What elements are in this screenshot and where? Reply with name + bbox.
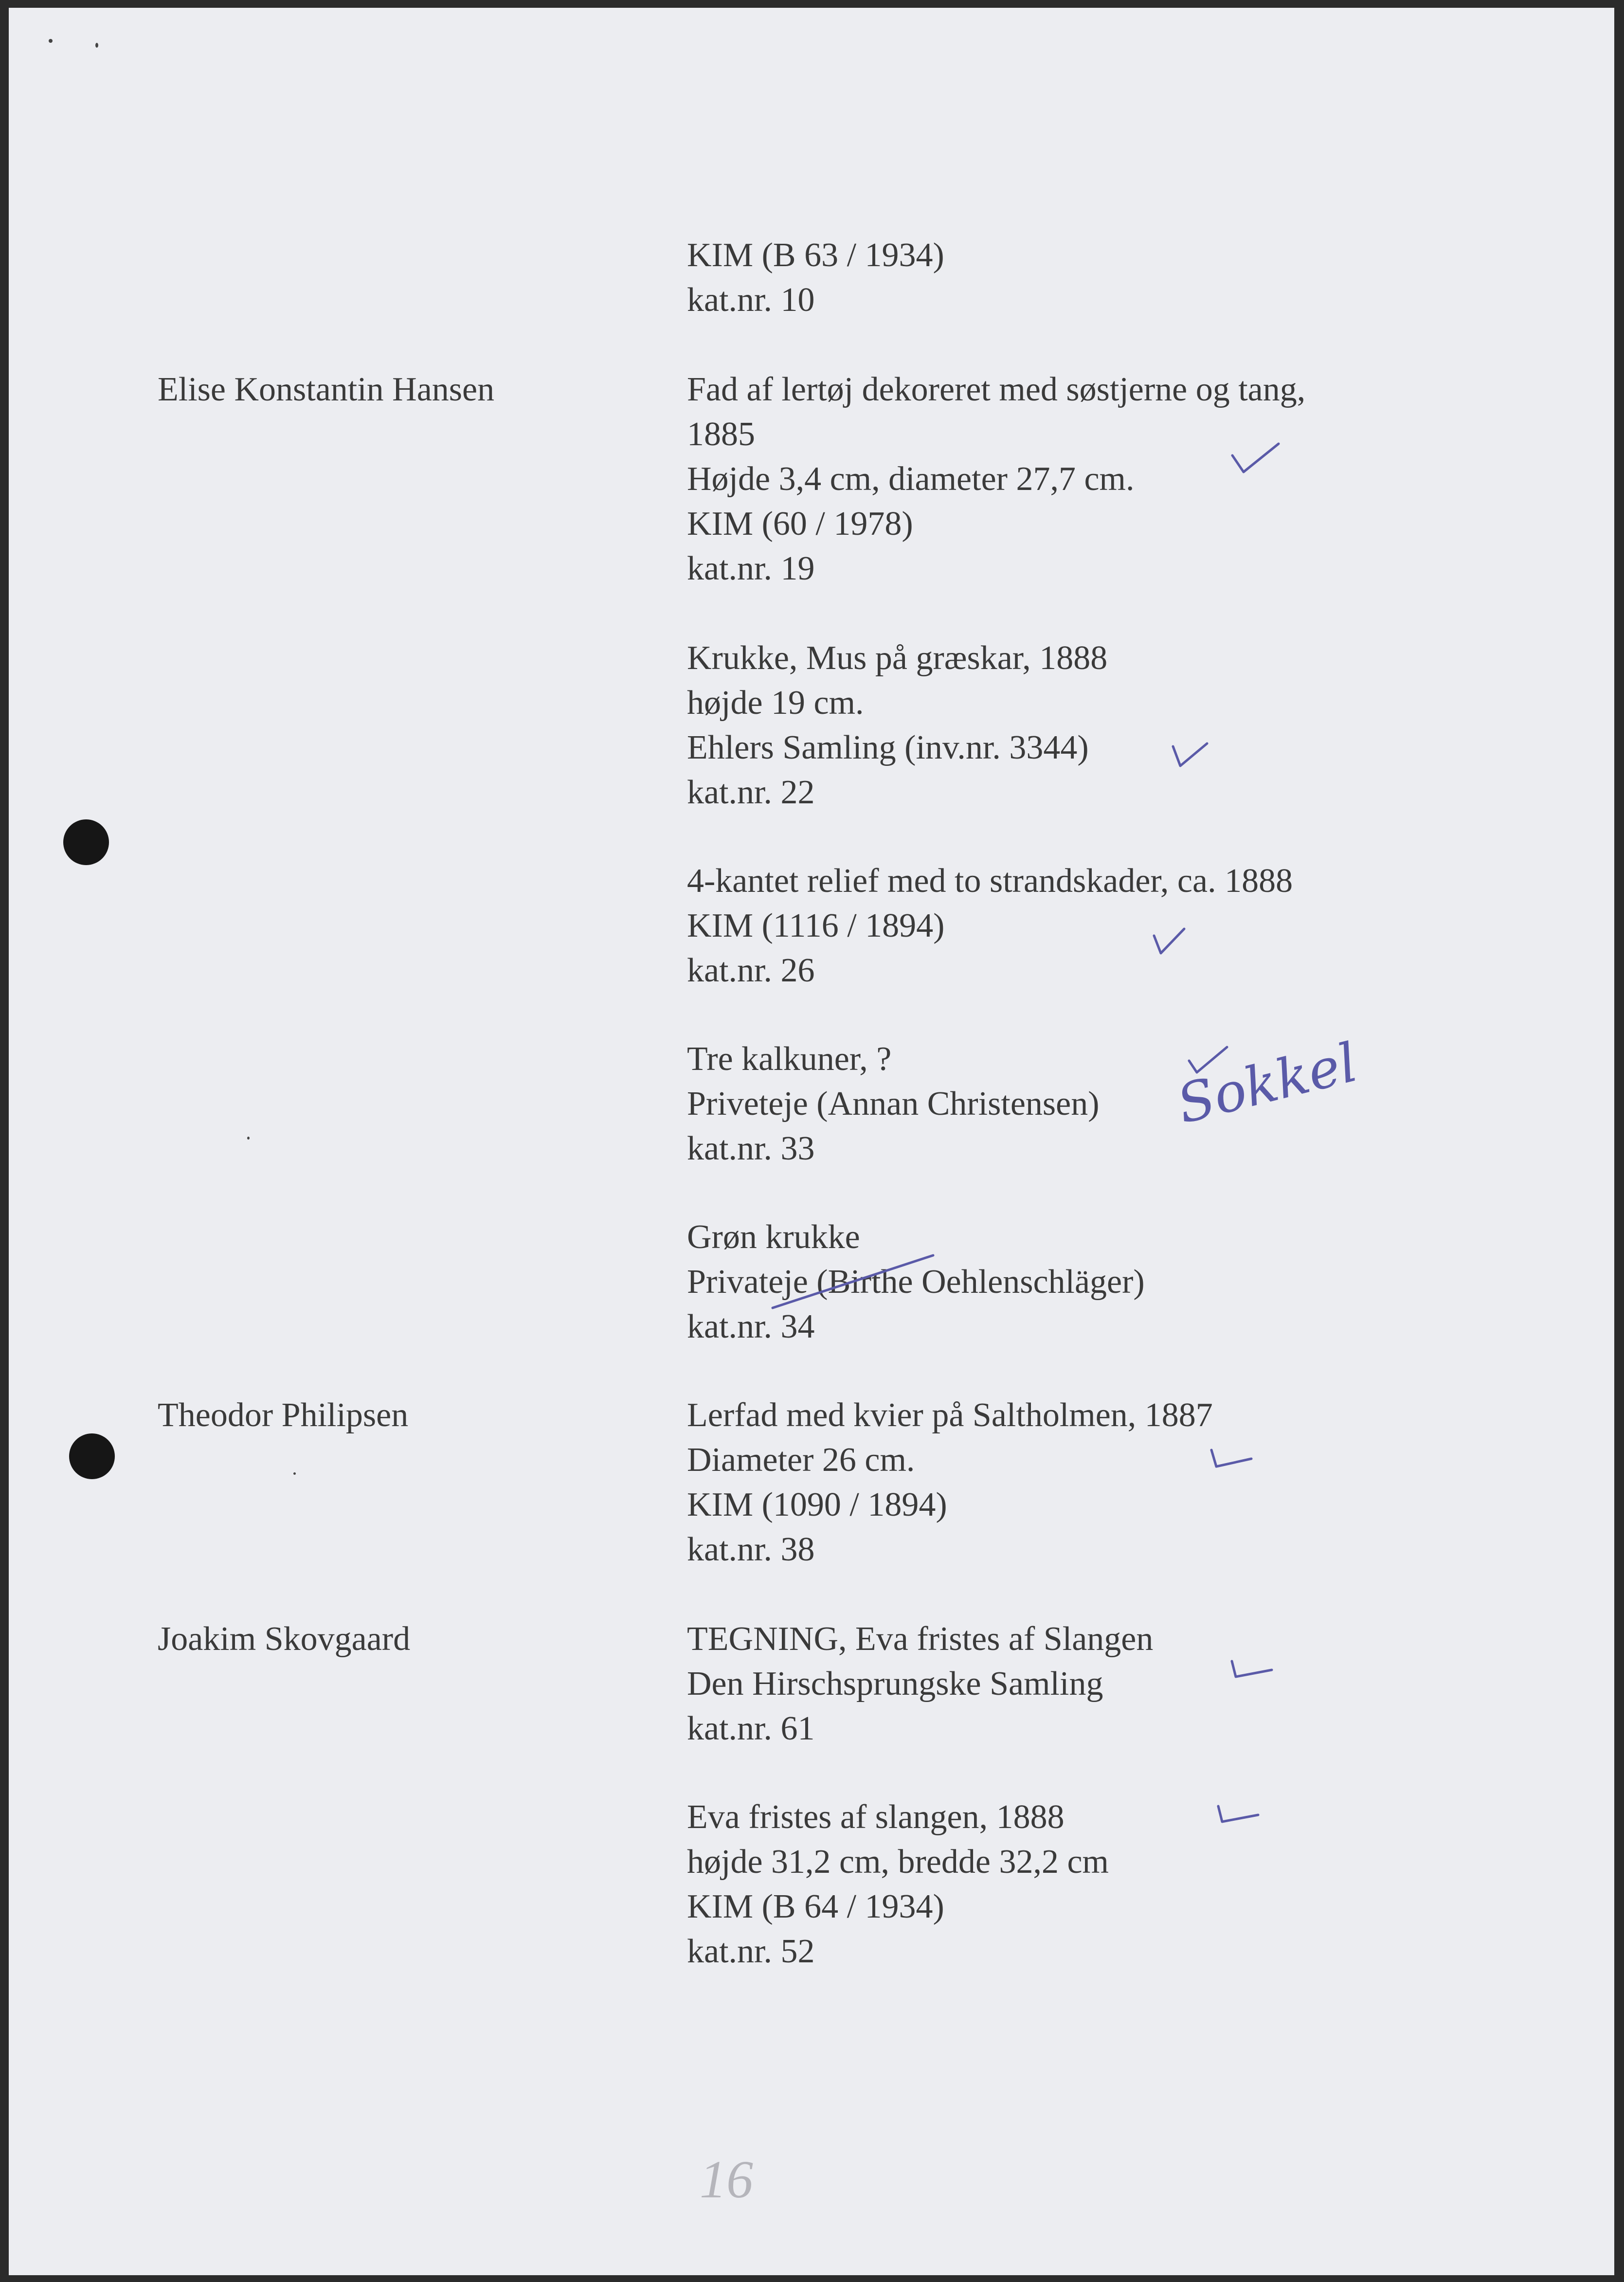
document-page [9,8,1614,2275]
entry-line: Lerfad med kvier på Saltholmen, 1887 [687,1396,1213,1434]
paper-speck [95,43,98,48]
entry-line: KIM (B 64 / 1934) [687,1888,944,1925]
paper-speck [293,1472,296,1475]
entry-line: højde 19 cm. [687,684,864,722]
page-number: 16 [700,2150,753,2209]
paper-speck [247,1137,250,1140]
check-mark-icon [1229,1658,1278,1687]
entry-line: KIM (B 63 / 1934) [687,236,944,274]
entry-line: kat.nr. 52 [687,1933,815,1970]
entry-line: 4-kantet relief med to strandskader, ca. 1888 [687,862,1293,900]
entry-line: Tre kalkuner, ? [687,1040,892,1078]
artist-name: Elise Konstantin Hansen [158,371,495,408]
entry-line: TEGNING, Eva fristes af Slangen [687,1620,1154,1658]
check-mark-icon [1209,1447,1257,1476]
entry-line: Privateje (Birthe Oehlenschläger) [687,1263,1145,1301]
artist-name: Theodor Philipsen [158,1396,409,1434]
entry-line: kat.nr. 19 [687,550,815,587]
entry-line: Priveteje (Annan Christensen) [687,1085,1100,1123]
entry-line: Grøn krukke [687,1218,860,1256]
entry-line: 1885 [687,416,755,453]
entry-line: Den Hirschsprungske Samling [687,1665,1103,1702]
artist-name: Joakim Skovgaard [158,1620,411,1658]
entry-line: højde 31,2 cm, bredde 32,2 cm [687,1843,1109,1881]
check-mark-icon [1152,925,1191,959]
entry-line: Fad af lertøj dekoreret med søstjerne og tang, [687,371,1306,408]
punch-hole-top [63,819,109,865]
entry-line: kat.nr. 61 [687,1710,815,1747]
entry-line: Eva fristes af slangen, 1888 [687,1798,1065,1836]
entry-line: Diameter 26 cm. [687,1441,915,1479]
paper-speck [49,39,53,43]
strike-stroke [768,1250,938,1314]
entry-line: KIM (1116 / 1894) [687,907,945,944]
entry-line: kat.nr. 34 [687,1308,815,1345]
punch-hole-bottom [69,1433,115,1479]
check-mark-icon [1230,441,1283,480]
entry-line: Krukke, Mus på græskar, 1888 [687,639,1108,677]
entry-line: kat.nr. 10 [687,281,815,319]
handwritten-note: Sokkel [1171,1031,1364,1136]
check-mark-icon [1171,738,1214,772]
entry-line: kat.nr. 38 [687,1531,815,1568]
entry-line: kat.nr. 22 [687,774,815,811]
entry-line: kat.nr. 33 [687,1130,815,1167]
entry-line: kat.nr. 26 [687,952,815,989]
entry-line: KIM (60 / 1978) [687,505,913,543]
entry-line: Ehlers Samling (inv.nr. 3344) [687,729,1089,766]
check-mark-icon [1215,1803,1264,1832]
entry-line: Højde 3,4 cm, diameter 27,7 cm. [687,460,1135,498]
entry-line: KIM (1090 / 1894) [687,1486,947,1523]
